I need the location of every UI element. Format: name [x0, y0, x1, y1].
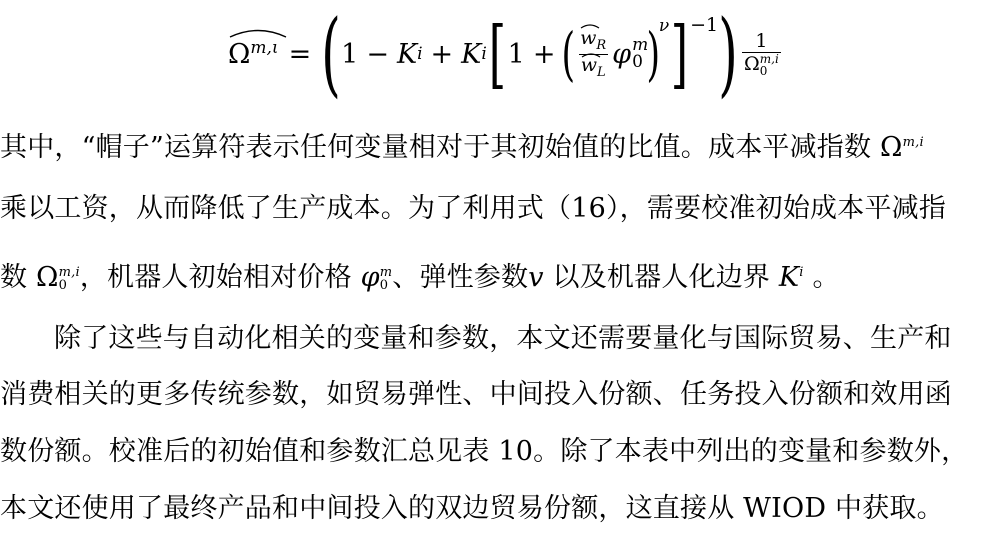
paragraph-2-line-3: [0, 430, 1005, 474]
close-bracket: ]: [670, 11, 689, 97]
line-3-end: 。: [812, 262, 840, 293]
k-sup-1: i: [417, 44, 423, 64]
phi-0-symbol: φ: [360, 262, 380, 293]
line-3-start: 数: [0, 262, 28, 293]
inner-open-paren: (: [561, 20, 576, 88]
paragraph-2-line-2: [0, 373, 1005, 417]
paragraph-1-line-3: [0, 251, 1005, 295]
equation: [228, 0, 785, 107]
nu-symbol: v: [528, 262, 544, 293]
omega-0-symbol: Ω: [36, 262, 59, 293]
k-sup-2: i: [481, 44, 487, 64]
term-one-b: 1: [507, 38, 525, 70]
omega-den-sup: m,i: [759, 51, 779, 66]
omega-inline-sup: m,i: [902, 135, 924, 150]
k-symbol: K: [778, 262, 800, 293]
term-one: 1: [341, 38, 359, 70]
k-sup: i: [799, 265, 804, 280]
close-paren: ): [718, 0, 738, 107]
lhs-sup: m,ι: [250, 38, 279, 58]
omega-denominator: Ω: [743, 52, 760, 75]
plus-sign: +: [430, 38, 454, 70]
paragraph-2-line-2-text: 消费相关的更多传统参数，如贸易弹性、中间投入份额、任务投入份额和效用函: [0, 379, 952, 410]
phi-sup: m: [632, 35, 649, 55]
equals-sign: =: [288, 38, 312, 70]
lhs-symbol: Ω: [228, 39, 251, 70]
paragraph-2-line-1: [0, 317, 1005, 361]
phi-sub: 0: [632, 52, 643, 72]
omega-symbol-inline: Ω: [880, 132, 903, 163]
omega-hat-lhs: [228, 38, 279, 70]
equation-block: [0, 0, 1005, 110]
wage-ratio-denominator: [579, 54, 608, 80]
paragraph-1-line-2-text: 乘以工资，从而降低了生产成本。为了利用式（16），需要校准初始成本平减指: [0, 193, 947, 224]
paragraph-1-line-1: [0, 121, 1005, 165]
open-paren: (: [321, 0, 342, 107]
open-bracket: [: [488, 11, 506, 97]
paragraph-2-line-1-text: 除了这些与自动化相关的变量和参数，本文还需要量化与国际贸易、生产和: [54, 323, 952, 354]
w-l-sub: L: [596, 64, 606, 80]
omega-den-sub: 0: [759, 63, 768, 78]
neg-one-exponent: −1: [690, 14, 719, 36]
k-term-1: K: [396, 38, 418, 70]
inner-close-paren: ): [646, 20, 661, 88]
hat-accent: [228, 26, 288, 38]
plus-sign-b: +: [532, 38, 556, 70]
w-r-sub: R: [596, 38, 607, 54]
k-term-2: K: [461, 38, 482, 70]
wage-ratio-fraction: [578, 28, 608, 79]
omega-0-sub: 0: [58, 277, 68, 293]
paragraph-1-line-1-text: 其中，“帽子”运算符表示任何变量相对于其初始值的比值。成本平减指数: [0, 132, 872, 163]
paragraph-1-line-2: [0, 187, 1005, 231]
wage-ratio-numerator: [578, 28, 608, 53]
line-3-boundary-text: 以及机器人化边界: [552, 262, 771, 293]
minus-sign: −: [366, 38, 389, 70]
phi-0-sub: 0: [379, 277, 389, 293]
line-3-elasticity-text: 、弹性参数: [392, 262, 529, 293]
fraction-numerator: 1: [755, 30, 768, 53]
fraction-denominator: [742, 52, 781, 77]
phi-0-sup: m: [379, 264, 393, 280]
w-r: w: [580, 27, 597, 50]
paragraph-2-line-3-text: 数份额。校准后的初始值和参数汇总见表 10。除了本表中列出的变量和参数外，: [0, 436, 969, 467]
phi-symbol: φ: [612, 38, 632, 70]
one-over-omega-fraction: [742, 31, 781, 77]
paragraph-2-line-4-text: 本文还使用了最终产品和中间投入的双边贸易份额，这直接从 WIOD 中获取。: [0, 493, 944, 524]
omega-0-sup: m,i: [58, 264, 80, 280]
paragraph-2-line-4: [0, 487, 1005, 531]
line-3-robot-price-text: ，机器人初始相对价格: [79, 262, 352, 293]
nu-exponent: ν: [658, 16, 670, 36]
w-l: w: [580, 53, 597, 76]
